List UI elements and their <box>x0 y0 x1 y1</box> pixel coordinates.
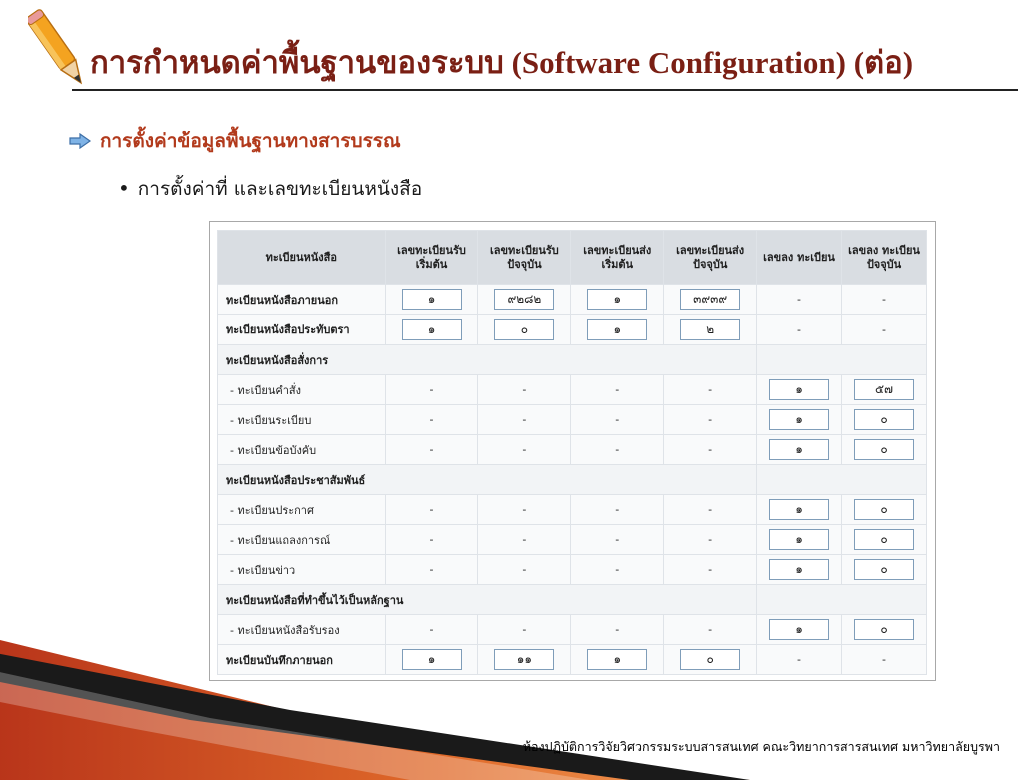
registry-table-frame <box>209 221 936 681</box>
send-start-value: - <box>571 495 664 525</box>
table-row <box>218 285 927 315</box>
bullet-level2-text: การตั้งค่าที่ และเลขทะเบียนหนังสือ <box>137 178 423 200</box>
bullet-level1 <box>68 126 401 156</box>
send-current-value: - <box>664 615 757 645</box>
table-row <box>218 405 927 435</box>
receive-current-field[interactable]: ๐ <box>494 319 554 340</box>
register-number-value: - <box>757 315 842 345</box>
row-label: ทะเบียนหนังสือประทับตรา <box>218 315 386 345</box>
register-current-field[interactable]: ๐ <box>854 499 914 520</box>
table-row <box>218 315 927 345</box>
register-number-value: - <box>757 285 842 315</box>
section-empty-cell <box>757 345 927 375</box>
receive-current-value: - <box>478 405 571 435</box>
send-current-value: - <box>664 525 757 555</box>
arrow-right-icon <box>68 133 92 149</box>
register-current-field[interactable]: ๐ <box>854 409 914 430</box>
send-start-value: - <box>571 525 664 555</box>
receive-current-field[interactable]: ๑๑ <box>494 649 554 670</box>
receive-start-value: - <box>385 615 478 645</box>
send-start-field[interactable]: ๑ <box>587 649 647 670</box>
table-header-row <box>218 231 927 285</box>
send-current-field[interactable]: ๐ <box>680 649 740 670</box>
row-label: - ทะเบียนระเบียบ <box>218 405 386 435</box>
footer-credit: ห้องปฏิบัติการวิจัยวิศวกรรมระบบสารสนเทศ คณะวิทยาการสารสนเทศ มหาวิทยาลัยบูรพา <box>522 739 1000 754</box>
receive-start-value: - <box>385 435 478 465</box>
receive-current-field[interactable]: ๙๒๘๒ <box>494 289 554 310</box>
bullet-level2 <box>118 174 422 204</box>
row-label: - ทะเบียนแถลงการณ์ <box>218 525 386 555</box>
header-send-current: เลขทะเบียนส่ง ปัจจุบัน <box>664 231 757 285</box>
register-number-field[interactable]: ๑ <box>769 379 829 400</box>
table-row <box>218 375 927 405</box>
register-current-value: - <box>842 645 927 675</box>
table-row <box>218 435 927 465</box>
receive-start-field[interactable]: ๑ <box>402 289 462 310</box>
send-start-field[interactable]: ๑ <box>587 289 647 310</box>
header-register-current: เลขลง ทะเบียน ปัจจุบัน <box>842 231 927 285</box>
receive-start-value: - <box>385 495 478 525</box>
receive-start-value: - <box>385 555 478 585</box>
section-empty-cell <box>757 585 927 615</box>
register-current-value: - <box>842 285 927 315</box>
receive-current-value: - <box>478 435 571 465</box>
table-row <box>218 555 927 585</box>
receive-current-value: - <box>478 615 571 645</box>
receive-start-field[interactable]: ๑ <box>402 319 462 340</box>
send-start-value: - <box>571 375 664 405</box>
register-current-field[interactable]: ๐ <box>854 559 914 580</box>
send-current-value: - <box>664 435 757 465</box>
send-current-value: - <box>664 495 757 525</box>
register-current-field[interactable]: ๕๗ <box>854 379 914 400</box>
send-current-value: - <box>664 375 757 405</box>
header-send-start: เลขทะเบียนส่ง เริ่มต้น <box>571 231 664 285</box>
receive-current-value: - <box>478 555 571 585</box>
receive-current-value: - <box>478 495 571 525</box>
register-number-field[interactable]: ๑ <box>769 529 829 550</box>
table-section-row <box>218 585 927 615</box>
register-number-field[interactable]: ๑ <box>769 559 829 580</box>
row-label: - ทะเบียนประกาศ <box>218 495 386 525</box>
register-current-field[interactable]: ๐ <box>854 619 914 640</box>
receive-start-value: - <box>385 405 478 435</box>
register-current-field[interactable]: ๐ <box>854 529 914 550</box>
send-current-field[interactable]: ๒ <box>680 319 740 340</box>
register-current-value: - <box>842 315 927 345</box>
send-start-value: - <box>571 615 664 645</box>
send-start-value: - <box>571 435 664 465</box>
table-row <box>218 495 927 525</box>
row-label: - ทะเบียนข่าว <box>218 555 386 585</box>
header-receive-current: เลขทะเบียนรับ ปัจจุบัน <box>478 231 571 285</box>
register-number-value: - <box>757 645 842 675</box>
pencil-icon <box>28 4 88 96</box>
send-start-field[interactable]: ๑ <box>587 319 647 340</box>
header-register-number: เลขลง ทะเบียน <box>757 231 842 285</box>
register-number-field[interactable]: ๑ <box>769 499 829 520</box>
registry-settings-table <box>217 230 927 675</box>
register-number-field[interactable]: ๑ <box>769 619 829 640</box>
section-empty-cell <box>757 465 927 495</box>
table-row <box>218 525 927 555</box>
section-label: ทะเบียนหนังสือสั่งการ <box>218 345 757 375</box>
receive-current-value: - <box>478 375 571 405</box>
register-number-field[interactable]: ๑ <box>769 439 829 460</box>
send-current-field[interactable]: ๓๙๓๙ <box>680 289 740 310</box>
send-start-value: - <box>571 555 664 585</box>
send-current-value: - <box>664 555 757 585</box>
table-section-row <box>218 345 927 375</box>
row-label: ทะเบียนหนังสือภายนอก <box>218 285 386 315</box>
page-title: การกำหนดค่าพื้นฐานของระบบ (Software Configuration) (ต่อ) <box>90 45 914 80</box>
bullet-dot-icon: • <box>118 176 130 200</box>
section-label: ทะเบียนหนังสือที่ทำขึ้นไว้เป็นหลักฐาน <box>218 585 757 615</box>
row-label: - ทะเบียนหนังสือรับรอง <box>218 615 386 645</box>
send-current-value: - <box>664 405 757 435</box>
bullet-level1-text: การตั้งค่าข้อมูลพื้นฐานทางสารบรรณ <box>100 130 401 152</box>
register-number-field[interactable]: ๑ <box>769 409 829 430</box>
register-current-field[interactable]: ๐ <box>854 439 914 460</box>
title-divider <box>72 89 1018 91</box>
receive-start-value: - <box>385 525 478 555</box>
header-registry: ทะเบียนหนังสือ <box>218 231 386 285</box>
receive-current-value: - <box>478 525 571 555</box>
table-section-row <box>218 465 927 495</box>
decorative-stripe <box>0 640 750 780</box>
row-label: - ทะเบียนข้อบังคับ <box>218 435 386 465</box>
row-label: ทะเบียนบันทึกภายนอก <box>218 645 386 675</box>
receive-start-field[interactable]: ๑ <box>402 649 462 670</box>
row-label: - ทะเบียนคำสั่ง <box>218 375 386 405</box>
section-label: ทะเบียนหนังสือประชาสัมพันธ์ <box>218 465 757 495</box>
receive-start-value: - <box>385 375 478 405</box>
header-receive-start: เลขทะเบียนรับ เริ่มต้น <box>385 231 478 285</box>
send-start-value: - <box>571 405 664 435</box>
